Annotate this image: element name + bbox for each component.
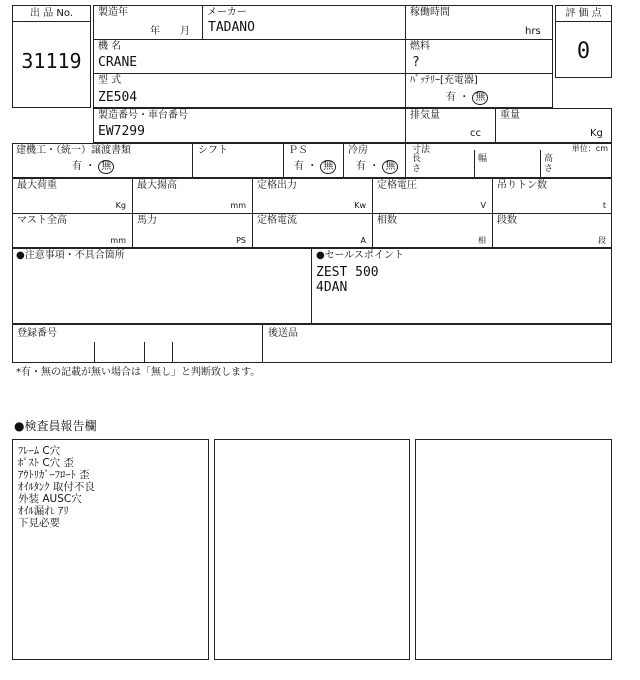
weight-label: 重量 — [500, 110, 520, 121]
lifting-tons-label: 吊りトン数 — [497, 180, 547, 191]
cooler-yes: 有 — [356, 161, 366, 172]
displacement-unit: cc — [470, 128, 481, 139]
rated-voltage-label: 定格電圧 — [377, 180, 417, 191]
displacement-label: 排気量 — [410, 110, 440, 121]
horsepower-unit: PS — [236, 236, 246, 245]
divider — [192, 143, 193, 178]
transfer-doc-options — [72, 160, 114, 174]
defects-label: ●注意事項・不具合箇所 — [16, 250, 125, 261]
phase-unit: 相 — [478, 236, 486, 245]
lot-no-value: 31119 — [21, 49, 82, 73]
footnote: *有・無の記載が無い場合は「無し」と判断致します。 — [16, 367, 261, 378]
hours-unit: hrs — [525, 26, 541, 37]
rated-output-label: 定格出力 — [257, 180, 297, 191]
horsepower-label: 馬力 — [137, 215, 157, 226]
hours-label: 稼働時間 — [410, 7, 450, 18]
divider — [252, 178, 253, 248]
ps-yes: 有 — [294, 161, 304, 172]
ps-no-circled: 無 — [320, 160, 336, 174]
cooler-label: 冷房 — [348, 145, 368, 156]
model-name-label: 機 名 — [98, 41, 122, 52]
divider — [93, 39, 553, 40]
rated-current-label: 定格電流 — [257, 215, 297, 226]
sales-point-line-2: 4DAN — [316, 280, 348, 295]
divider — [12, 21, 91, 22]
type-value: ZE504 — [98, 90, 138, 105]
width-label: 幅 — [478, 154, 488, 164]
lot-no-label: 出 品 No. — [30, 8, 73, 19]
shift-label: シフト — [198, 145, 228, 156]
model-name-value: CRANE — [98, 55, 138, 70]
unit-note: 単位：cm — [571, 144, 608, 153]
divider — [495, 108, 496, 143]
year-label: 製造年 — [98, 7, 128, 18]
report-line: 下見必要 — [18, 517, 60, 529]
divider — [132, 178, 133, 248]
report-line: 外装 AUSC穴 — [18, 493, 82, 505]
maker-label: メーカー — [207, 7, 247, 18]
transfer-yes: 有 — [72, 161, 82, 172]
divider — [94, 342, 95, 363]
report-line: ﾌﾚｰﾑ C穴 — [18, 445, 61, 457]
max-lift-label: 最大揚高 — [137, 180, 177, 191]
divider — [172, 342, 173, 363]
type-label: 型 式 — [98, 75, 122, 86]
stages-label: 段数 — [497, 215, 517, 226]
divider — [474, 150, 475, 178]
rated-voltage-unit: V — [480, 201, 486, 210]
fuel-value: ? — [412, 55, 420, 70]
inspector-report-panel-2 — [214, 439, 410, 660]
weight-unit: Kg — [590, 128, 603, 139]
divider — [540, 150, 541, 178]
ps-sep: ・ — [307, 161, 318, 172]
divider — [283, 143, 284, 178]
transfer-sep: ・ — [85, 161, 96, 172]
max-lift-unit: mm — [230, 201, 246, 210]
grade-value: 0 — [576, 39, 591, 64]
height-label: 高 さ — [544, 154, 554, 174]
divider — [93, 73, 553, 74]
inspector-report-title: ●検査員報告欄 — [14, 419, 97, 433]
year-month-label: 年 月 — [150, 26, 190, 37]
registration-label: 登録番号 — [17, 328, 57, 339]
cooler-options — [356, 160, 398, 174]
report-line: ｱｳﾄﾘｶﾞｰﾌﾛｰﾄ 歪 — [18, 469, 90, 481]
divider — [343, 143, 344, 178]
dims-label: 寸法 — [412, 145, 431, 155]
length-label: 長 さ — [412, 154, 422, 174]
max-load-unit: Kg — [115, 201, 126, 210]
stages-unit: 段 — [598, 236, 606, 245]
divider — [202, 5, 203, 39]
divider — [12, 213, 612, 214]
report-line: ｵｲﾙ漏れ ｱﾘ — [18, 505, 69, 517]
divider — [405, 108, 406, 143]
lifting-tons-unit: t — [602, 201, 606, 210]
maker-value: TADANO — [208, 20, 255, 35]
rated-output-unit: Kw — [354, 201, 366, 210]
divider — [405, 5, 406, 108]
phase-label: 相数 — [377, 215, 397, 226]
fuel-label: 燃料 — [410, 41, 430, 52]
mast-height-label: マスト全高 — [17, 215, 67, 226]
mast-height-unit: mm — [110, 236, 126, 245]
cooler-no-circled: 無 — [382, 160, 398, 174]
battery-options — [446, 91, 488, 105]
divider — [144, 342, 145, 363]
battery-yes: 有 — [446, 92, 456, 103]
divider — [555, 21, 612, 22]
divider — [372, 178, 373, 248]
battery-sep: ・ — [459, 92, 470, 103]
divider — [492, 178, 493, 248]
sales-point-line-1: ZEST 500 — [316, 265, 379, 280]
sales-point-label: ●セールスポイント — [316, 250, 404, 261]
divider — [405, 143, 406, 178]
max-load-label: 最大荷重 — [17, 180, 57, 191]
inspector-report-panel-3 — [415, 439, 612, 660]
transfer-doc-label: 建機工・（統一）譲渡書類 — [16, 145, 131, 156]
grade-label: 評 価 点 — [565, 8, 602, 19]
rated-current-unit: A — [360, 236, 366, 245]
registration-row — [12, 324, 612, 363]
ps-options — [294, 160, 336, 174]
serial-label: 製造番号・車台番号 — [98, 110, 188, 121]
transfer-no-circled: 無 — [98, 160, 114, 174]
cooler-sep: ・ — [369, 161, 380, 172]
serial-value: EW7299 — [98, 124, 145, 139]
report-line: ｵｲﾙﾀﾝｸ 取付不良 — [18, 481, 95, 493]
battery-no-circled: 無 — [472, 91, 488, 105]
divider — [311, 248, 312, 324]
ps-label: ＰＳ — [288, 145, 308, 156]
divider — [262, 324, 263, 363]
report-line: ﾎﾟｽﾄ C穴 歪 — [18, 457, 75, 469]
shipping-items-label: 後送品 — [268, 328, 298, 339]
battery-label: ﾊﾞｯﾃﾘｰ[充電器] — [410, 75, 478, 86]
